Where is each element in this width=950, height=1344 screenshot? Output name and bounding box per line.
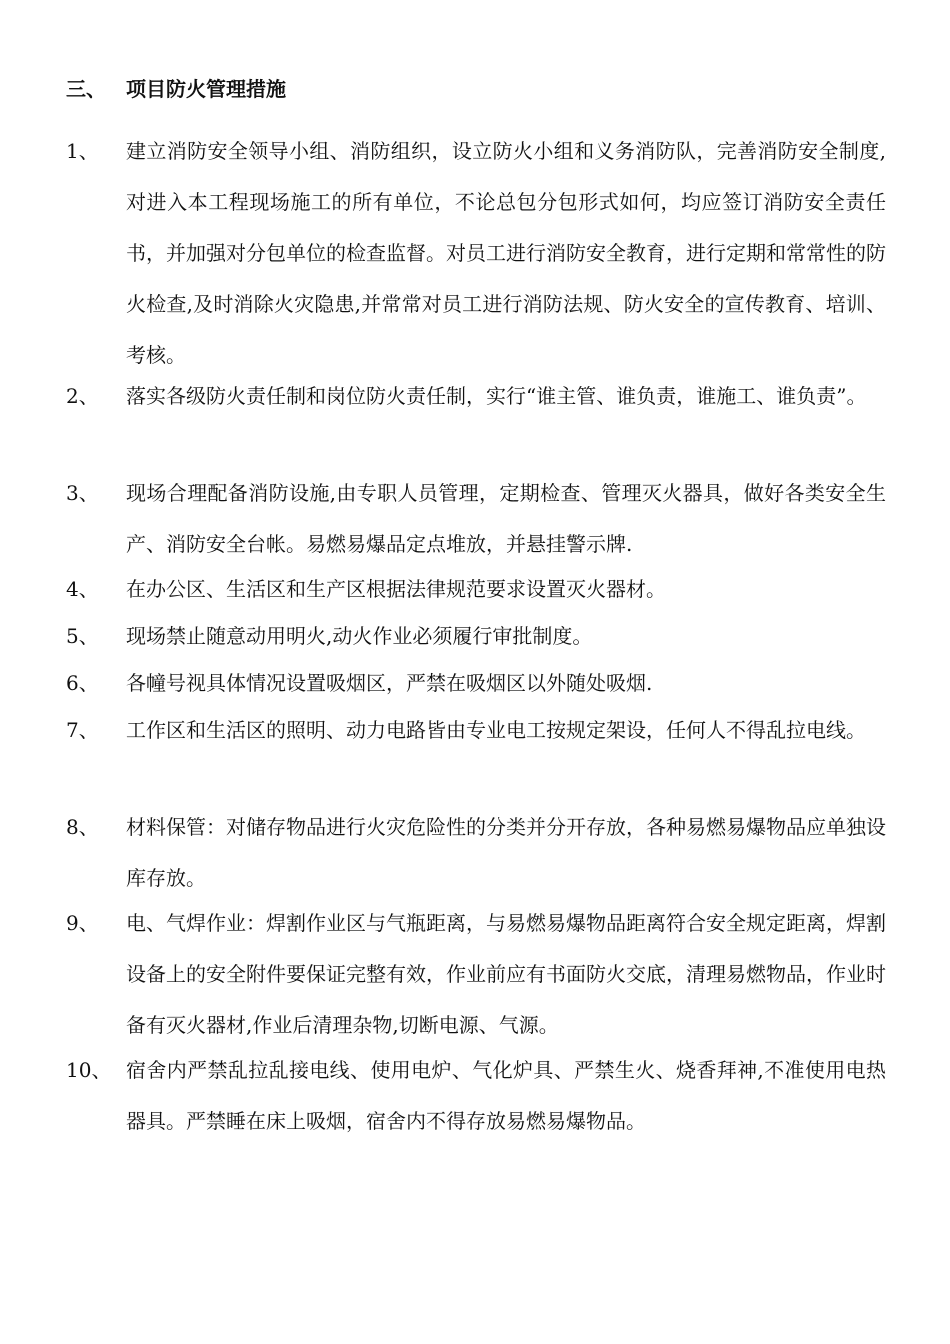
list-item-number: 2、 — [66, 384, 99, 408]
section-number: 三、 — [66, 77, 106, 101]
list-item-6 — [66, 658, 886, 709]
list-item-5 — [66, 611, 886, 662]
list-item-10 — [66, 1045, 886, 1147]
list-item-text: 材料保管：对储存物品进行火灾危险性的分类并分开存放，各种易燃易爆物品应单独设库存放。 — [126, 815, 886, 890]
list-item-8 — [66, 802, 886, 904]
list-item-number: 1、 — [66, 139, 99, 163]
list-item-text: 工作区和生活区的照明、动力电路皆由专业电工按规定架设，任何人不得乱拉电线。 — [126, 718, 866, 742]
list-item-2 — [66, 371, 886, 422]
list-item-number: 4、 — [66, 577, 99, 601]
list-item-text: 在办公区、生活区和生产区根据法律规范要求设置灭火器材。 — [126, 577, 666, 601]
list-item-1 — [66, 126, 886, 381]
list-item-9 — [66, 898, 886, 1051]
list-item-number: 6、 — [66, 671, 99, 695]
list-item-3 — [66, 468, 886, 570]
list-item-number: 10、 — [66, 1058, 112, 1082]
list-item-4 — [66, 564, 886, 615]
list-item-number: 7、 — [66, 718, 99, 742]
list-item-number: 3、 — [66, 481, 99, 505]
list-item-number: 9、 — [66, 911, 99, 935]
list-item-7 — [66, 705, 886, 756]
section-title: 项目防火管理措施 — [126, 77, 286, 101]
list-item-number: 8、 — [66, 815, 99, 839]
list-item-text: 现场禁止随意动用明火,动火作业必须履行审批制度。 — [126, 624, 593, 648]
section-heading — [66, 72, 286, 106]
list-item-text: 宿舍内严禁乱拉乱接电线、使用电炉、气化炉具、严禁生火、烧香拜神,不准使用电热器具。严禁睡在床上吸烟，宿舍内不得存放易燃易爆物品。 — [126, 1058, 886, 1133]
list-item-number: 5、 — [66, 624, 99, 648]
list-item-text: 现场合理配备消防设施,由专职人员管理，定期检查、管理灭火器具，做好各类安全生产、消防安全台帐。易燃易爆品定点堆放，并悬挂警示牌. — [126, 481, 886, 556]
list-item-text: 各幢号视具体情况设置吸烟区，严禁在吸烟区以外随处吸烟. — [126, 671, 653, 695]
list-item-text: 落实各级防火责任制和岗位防火责任制，实行“谁主管、谁负责，谁施工、谁负责”。 — [126, 384, 867, 408]
list-item-text: 电、气焊作业：焊割作业区与气瓶距离，与易燃易爆物品距离符合安全规定距离，焊割设备上的安全附件要保证完整有效，作业前应有书面防火交底，清理易燃物品，作业时备有灭火器材,作业后清理杂物,切断电源、气源。 — [126, 911, 886, 1037]
list-item-text: 建立消防安全领导小组、消防组织，设立防火小组和义务消防队，完善消防安全制度,对进入本工程现场施工的所有单位，不论总包分包形式如何，均应签订消防安全责任书，并加强对分包单位的检查监督。对员工进行消防安全教育，进行定期和常常性的防火检查,及时消除火灾隐患,并常常对员工进行消防法规、防火安全的宣传教育、培训、考核。 — [126, 139, 886, 367]
